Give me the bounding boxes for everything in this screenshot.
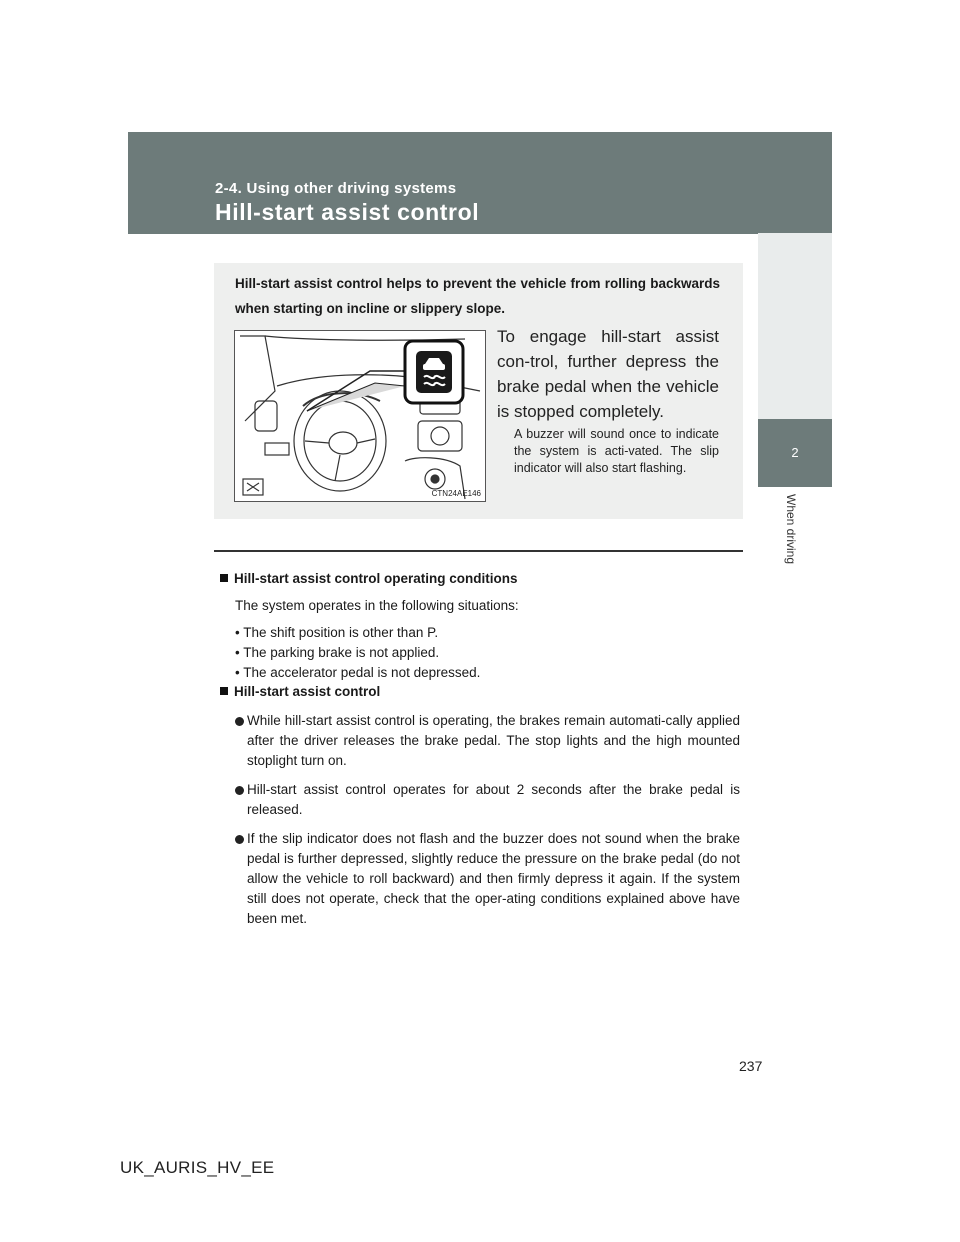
square-bullet-icon — [220, 574, 228, 582]
side-tab-background — [758, 233, 832, 419]
conditions-lead: The system operates in the following situations: — [235, 598, 519, 613]
dashboard-drawing — [235, 331, 485, 501]
control-section — [220, 682, 740, 929]
chapter-label: When driving — [784, 494, 798, 565]
chapter-number-tab[interactable]: 2 — [758, 419, 832, 487]
round-bullet-icon — [235, 717, 244, 726]
intro-summary: Hill-start assist control helps to prevent the vehicle from rolling backwards when starting on incline or slippery slope. — [235, 276, 720, 316]
section-label: 2-4. Using other driving systems — [215, 180, 457, 197]
conditions-section — [220, 569, 740, 683]
round-bullet-icon — [235, 835, 244, 844]
list-item: While hill-start assist control is operating, the brakes remain automati-cally applied after the driver releases the brake pedal. The stop lights and the high mounted stoplight turn on. — [220, 711, 740, 771]
page-number: 237 — [739, 1058, 763, 1074]
page-title: Hill-start assist control — [215, 199, 480, 225]
engage-instruction: To engage hill-start assist con-trol, further depress the brake pedal when the vehicle is stopped completely. — [497, 327, 719, 421]
conditions-list — [220, 623, 740, 683]
list-item: Hill-start assist control operates for about 2 seconds after the brake pedal is released. — [220, 780, 740, 820]
dashboard-illustration — [234, 330, 486, 502]
conditions-heading: Hill-start assist control operating conditions — [220, 569, 740, 589]
buzzer-note: A buzzer will sound once to indicate the system is acti-vated. The slip indicator will also start flashing. — [514, 427, 719, 475]
control-heading: Hill-start assist control — [220, 682, 740, 702]
section-divider — [214, 550, 743, 552]
figure-code: CTN24AE146 — [431, 489, 481, 498]
square-bullet-icon — [220, 687, 228, 695]
chapter-label-wrap — [780, 494, 800, 584]
list-item: If the slip indicator does not flash and the buzzer does not sound when the brake pedal is further depressed, slightly reduce the pressure on the brake pedal (do not allow the vehicle to roll backward) and then firmly depress it again. If the system still does not operate, check that the oper-ating conditions explained above have been met. — [220, 829, 740, 929]
round-bullet-icon — [235, 786, 244, 795]
list-item: • The shift position is other than P. — [235, 625, 439, 640]
list-item: • The parking brake is not applied. — [235, 645, 440, 660]
document-code: UK_AURIS_HV_EE — [120, 1158, 275, 1177]
list-item: • The accelerator pedal is not depressed. — [235, 665, 481, 680]
